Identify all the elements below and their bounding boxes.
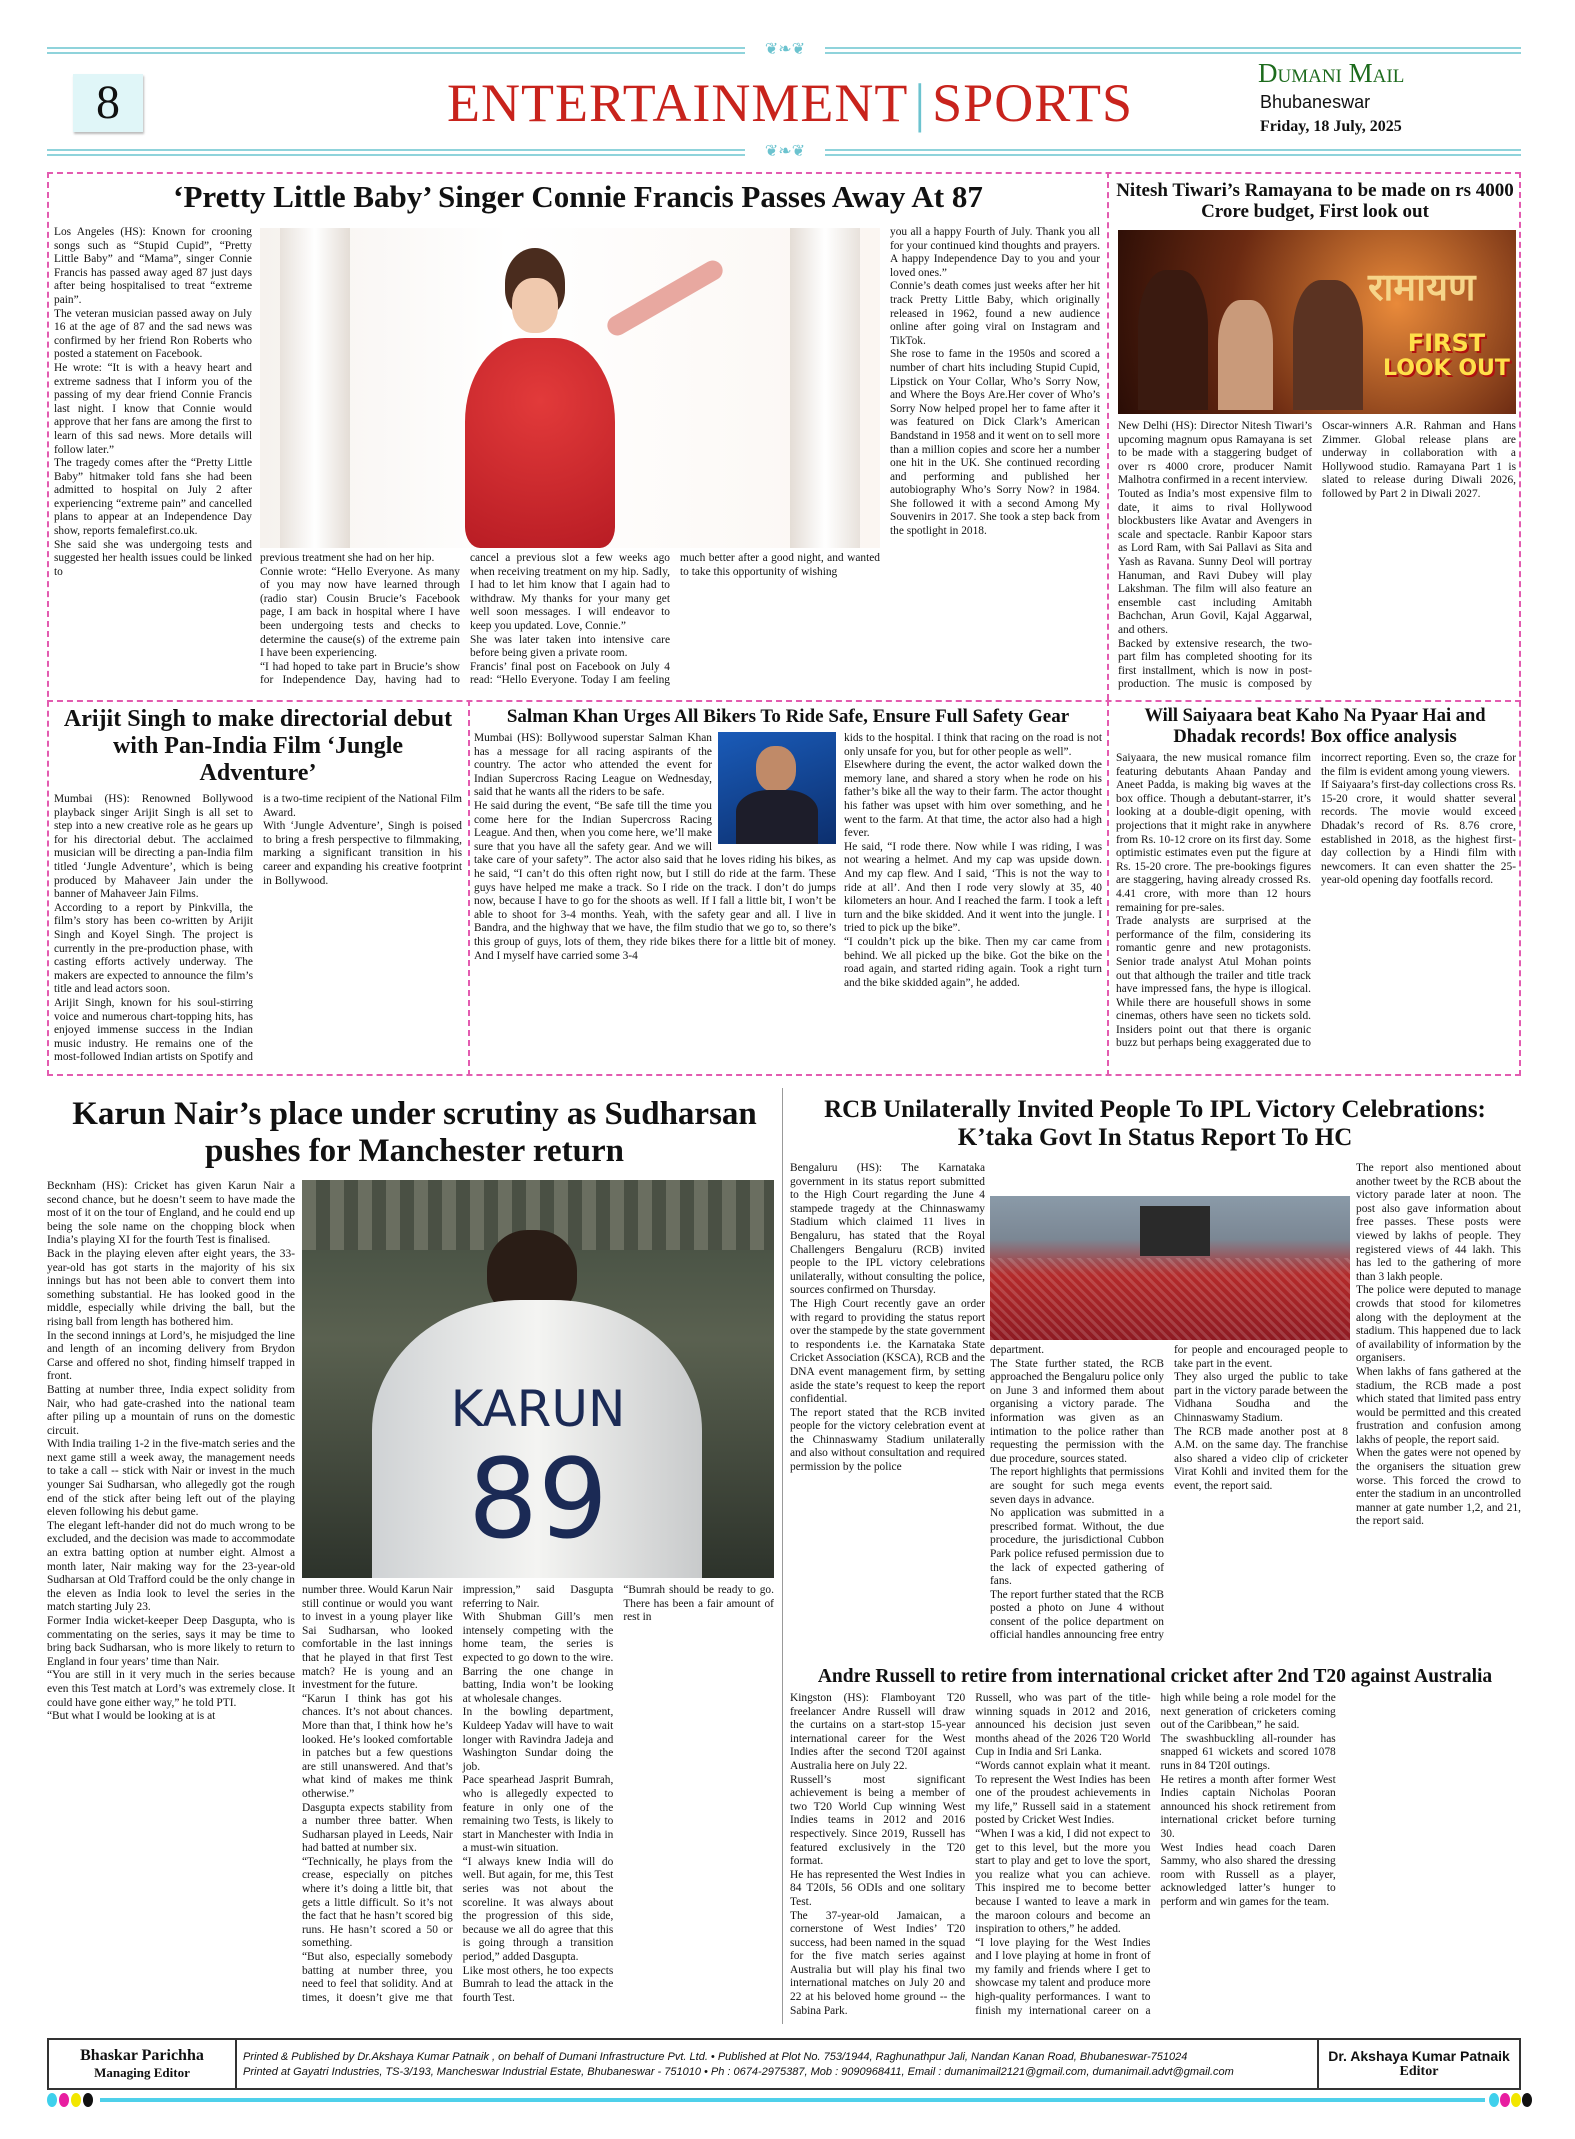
paragraph: Backed by extensive research, the two-part film has completed shooting for its first installment, which is now in post-production. The music is composed by Oscar-winners A.R. Rahman and Hans Zimmer. Global release plans are underway in collaboration with a Hollywood studio. Ramayana Part 1 is slated to release during Diwali 2026, followed by Part 2 in Diwali 2027.	[1118, 420, 1516, 691]
paragraph: Like most others, he too expects Bumrah to lead the attack in the fourth Test.	[462, 1964, 614, 2004]
headline-connie-francis: ‘Pretty Little Baby’ Singer Connie Francis Passes Away At 87	[173, 179, 983, 214]
paragraph: West Indies head coach Daren Sammy, who also shared the dressing room with Russell as a player, acknowledged latter’s hunger to perform and win games for the team.	[1160, 1841, 1336, 1908]
paragraph: When the gates were not opened by the organisers the situation grew worse. This forced the crowd to enter the stadium in an uncontrolled manner at gate number 1,2, and 21, the report said.	[1356, 1447, 1521, 1528]
article-body-connie-col5	[890, 226, 1100, 698]
divider	[1107, 700, 1109, 1076]
registration-line	[100, 2098, 1485, 2102]
rcb-stadium-photo	[990, 1196, 1350, 1340]
section-sports: SPORTS	[932, 73, 1134, 133]
paragraph: The tragedy comes after the “Pretty Little Baby” hitmaker told fans she had been admitted to hospital on July 2 after experiencing “extreme pain” and cancelled plans to appear at an Independence Day show, reports femalefirst.co.uk.	[54, 457, 252, 538]
article-body-rcb-col4	[1356, 1162, 1521, 1662]
edition-city: Bhubaneswar	[1260, 92, 1371, 112]
paragraph: Connie’s death comes just weeks after her hit track Pretty Little Baby, which originally released in 1962, found a new audience online after going viral on Instagram and TikTok.	[890, 280, 1100, 347]
editor-name: Dr. Akshaya Kumar Patnaik	[1328, 2048, 1510, 2064]
paragraph: Bengaluru (HS): The Karnataka government in its status report submitted to the High Court regarding the June 4 stampede tragedy at the Chinnaswamy Stadium which claimed 11 lives in Bengaluru, has stated that the Royal Challengers Bengaluru (RCB) invited people to the IPL victory celebrations unilaterally, without consulting the police, sources confirmed on Thursday.	[790, 1162, 985, 1297]
ornament-icon: ❦❧❦	[745, 143, 825, 161]
paragraph: In the second innings at Lord’s, he misjudged the line and length of an incoming delivery from Brydon Carse and offered no shot, finding himself trapped in front.	[47, 1329, 295, 1383]
paragraph: They also urged the public to take part in the victory parade between the Vidhana Soudha and the Chinnaswamy Stadium.	[1174, 1371, 1348, 1424]
imprint-line-1: Printed & Published by Dr.Akshaya Kumar Patnaik , on behalf of Dumani Infrastructure Pvt. Ltd. • Published at Plot No. 753/1944, Raghunathpur Jali, Nandan Kanan Road, Bhubaneswar-751024	[243, 2050, 1188, 2063]
paragraph: She rose to fame in the 1950s and scored a number of chart hits including Stupid Cupid, Lipstick on Your Collar, Who’s Sorry Now, and Where the Boys Are.Her cover of Who’s Sorry Now helped propel her to fame after it was featured on Dick Clark’s American Bandstand in 1958 and it went on to sell more than a million copies and score her a number one hit in the UK. She continued recording and performing and published her autobiography Who’s Sorry Now? in 1984. She followed it with a second Among My Souvenirs in 2017. She took a step back from the spotlight in 2018.	[890, 348, 1100, 538]
headline-karun-nair: Karun Nair’s place under scrutiny as Sudharsan pushes for Manchester return	[72, 1096, 757, 1169]
ramayana-poster	[1118, 230, 1516, 414]
paragraph: “I always knew India will do well. But again, for me, this Test series was not about the scoreline. It was always about the progression of this side, because we all do agree that this is going through a transition period,” added Dasgupta.	[462, 1855, 614, 1964]
divider	[1107, 172, 1109, 700]
section-separator: |	[914, 73, 927, 133]
headline-arijit-singh: Arijit Singh to make directorial debut with Pan-India Film ‘Jungle Adventure’	[63, 706, 453, 786]
paragraph: She was later taken into intensive care before being given a private room.	[470, 633, 670, 660]
managing-editor-name: Bhaskar Parichha	[80, 2047, 204, 2064]
jersey-name: KARUN	[450, 1380, 626, 1438]
article-body-salman-col1	[474, 732, 836, 1070]
paragraph: The report stated that the RCB invited people for the victory celebration event at the Chinnaswamy Stadium unilaterally and also without consultation and required permission by the police	[790, 1406, 985, 1474]
paragraph: Touted as India’s most expensive film to date, it aims to rival Hollywood blockbusters like Avatar and Avengers in scale and spectacle. Ranbir Kapoor stars as Lord Ram, with Sai Pallavi as Sita and Yash as Ravana. Sunny Deol will portray Hanuman, and Ravi Dubey will play Lakshman. The film will also feature an ensemble cast including Amitabh Bachchan, Arun Govil, Kajal Aggarwal, and others.	[1118, 487, 1312, 636]
paragraph: Mumbai (HS): Bollywood superstar Salman Khan has a message for all racing aspirants of the country. The actor who attended the event for Indian Supercross Racing League on Wednesday, said that he wants all the riders to be safe.	[474, 732, 712, 799]
paragraph: The report also mentioned about another tweet by the RCB about the victory parade later at noon. The post also gave information about free passes. These posts were viewed by lakhs of people. They registered views of 44 lakh. This has led to the gathering of more than 3 lakh people.	[1356, 1162, 1521, 1283]
paragraph: The RCB made another post at 8 A.M. on the same day. The franchise also shared a video clip of cricketer Virat Kohli and invited them for the event, the report said.	[1174, 1425, 1348, 1492]
paragraph: “Technically, he plays from the crease, especially on pitches where it’s doing a little bit, that gets a little difficult. So it’s not the fact that he hasn’t scored big runs. He hasn’t scored a 50 or something.	[302, 1855, 453, 1950]
headline-saiyaara: Will Saiyaara beat Kaho Na Pyaar Hai and Dhadak records! Box office analysis	[1144, 706, 1486, 747]
article-body-salman-col2	[844, 732, 1102, 1070]
paragraph: “I couldn’t pick up the bike. Then my car came from behind. We all picked up the bike. Got the bike on the road again, and started riding again. Took a right turn and the bike skidded again”, he added.	[844, 935, 1102, 989]
paragraph: Saiyaara, the new musical romance film featuring debutants Ahaan Panday and Aneet Padda, is making big waves at the box office. Though a debutant-starrer, it’s looking at a double-digit opening, with projections that it might rake in anywhere from Rs. 10-12 crore on its first day. Some optimistic estimates even put the figure at Rs. 15-20 crore. The pre-bookings figures are staggering, having already crossed Rs. 4.41 crore, with more than 12 hours remaining for pre-sales.	[1116, 752, 1311, 914]
registration-dot-icon	[1489, 2093, 1499, 2107]
paragraph: Former India wicket-keeper Deep Dasgupta, who is commentating on the series, says it may be time to bring back Sudharsan, who is more likely to return to England in four years’ time than Nair.	[47, 1615, 295, 1668]
imprint-lines	[237, 2040, 1319, 2088]
paragraph: With Shubman Gill’s men intensely competing with the home team, the series is expected to go down to the wire. Barring the one change in batting, India won’t be looking at wholesale changes.	[462, 1611, 614, 1705]
paragraph: “Bumrah should be ready to go. There has been a fair amount of rest in	[623, 1584, 774, 1624]
jersey-number: 89	[468, 1435, 608, 1563]
paragraph: The report further stated that the RCB posted a photo on June 4 without consent of the police department on official handles announcing free entry for people and encouraged people to take part in the event.	[990, 1344, 1348, 1642]
divider	[782, 1088, 783, 2024]
paragraph: The veteran musician passed away on July 16 at the age of 87 and the sad news was confirmed by her friend Ron Roberts who posted a statement on Facebook.	[54, 307, 252, 361]
paragraph: “But also, especially somebody batting at number three, you need to feel that solidity. And at times, it doesn’t give me that impression,” said Dasgupta referring to Nair.	[302, 1584, 614, 2004]
page-number: 8	[73, 74, 143, 132]
paragraph: previous treatment she had on her hip.	[260, 552, 435, 564]
edition-date: Friday, 18 July, 2025	[1260, 118, 1402, 135]
paragraph: The 37-year-old Jamaican, a cornerstone of West Indies’ T20 success, had been named in the squad for the five match series against Australia but will play his final two international matches on July 20 and 22 at his beloved home ground -- the Sabina Park.	[790, 1909, 966, 2017]
newspaper-brand: Dumani Mail	[1258, 58, 1405, 88]
paragraph: According to a report by Pinkvilla, the film’s story has been co-written by Arijit Singh and Koyel Singh. The project is currently in the pre-production phase, with casting efforts actively underway. The makers are expected to announce the film’s title and lead actors soon.	[54, 901, 253, 996]
paragraph: He wrote: “It is with a heavy heart and extreme sadness that I inform you of the passing of my dear friend Connie Francis last night. I know that Connie would approve that her fans are among the first to learn of this sad news. More details will follow later.”	[54, 361, 252, 456]
paragraph: “You are still in it very much in the series because even this Test match at Lord’s was extremely close. It could have gone either way,” he told PTI.	[47, 1669, 295, 1709]
paragraph: The swashbuckling all-rounder has snapped 61 wickets and scored 1078 runs in 84 T20I outings.	[1160, 1732, 1336, 1772]
article-body-rcb-mid	[990, 1344, 1348, 1662]
paragraph: The elegant left-hander did not do much wrong to be excluded, and the decision was made to accommodate an extra batting option at number eight. Almost a month later, Nair making way for the 23-year-old Sudharsan at Old Trafford could be the only change in the eleven as India look to level the series in the match starting July 23.	[47, 1519, 295, 1614]
paragraph: Elsewhere during the event, the actor walked down the memory lane, and shared a story when he rode on his father’s bike all the way to their farm. The actor thought his father was upset with him over something, and he went to the farm. At that time, the actor also had a high fever.	[844, 759, 1102, 840]
paragraph: “Words cannot explain what it meant. To represent the West Indies has been one of the proudest achievements in my life,” Russell said in a statement posted by Cricket West Indies.	[975, 1759, 1151, 1827]
paragraph: Arijit Singh, known for his soul-stirring voice and numerous chart-topping hits, has enjoyed immense success in the Indian music industry. He remains one of the most-followed Indian artists on Spotify and is a two-time recipient of the National Film Award.	[54, 793, 462, 1064]
article-body-connie-col1	[54, 226, 252, 698]
paragraph: Francis’ final post on Facebook on July 4 read: “Hello Everyone. Today I am feeling much better after a good night, and wanted to take this opportunity of wishing	[470, 552, 880, 687]
registration-dot-icon	[71, 2093, 81, 2107]
paragraph: “I love playing for the West Indies and I love playing at home in front of my family and friends where I get to showcase my talent and produce more high-quality performances. I want to finish my international career on a high while being a role model for the next generation of cricketers coming out of the Caribbean,” he said.	[975, 1692, 1336, 2017]
salman-khan-photo	[718, 732, 836, 844]
paragraph: Trade analysts are surprised at the performance of the film, considering its romantic genre and new protagonists. Senior trade analyst Atul Mohan points out that although the trailer and title track have impressed fans, the hype is illogical. While there are housefull shows in some cinemas, others have seen no tickets sold. Insiders point out that there is organic buzz but perhaps being exaggerated due to incorrect reporting. Even so, the craze for the film is evident among young viewers.	[1116, 752, 1516, 1050]
paragraph: “But what I would be looking at is at	[47, 1710, 216, 1723]
paragraph: Dasgupta expects stability from a number three batter. When Sudharsan played in Leeds, Nair had batted at number six.	[302, 1801, 453, 1855]
paragraph: The police were deputed to manage crowds that stood for kilometres along with the deployment at the stadium. This happened due to lack of availability of information by the organisers.	[1356, 1284, 1521, 1365]
paragraph: New Delhi (HS): Director Nitesh Tiwari’s upcoming magnum opus Ramayana is set to be made with a staggering budget of over rs 4000 crore, producer Namit Malhotra confirmed in a recent interview.	[1118, 420, 1312, 487]
article-body-russell	[790, 1692, 1521, 2025]
paragraph: Russell’s most significant achievement is being a member of two T20 World Cup winning West Indies teams in 2012 and 2016 respectively. Since 2019, Russell has featured exclusively in the T20 format.	[790, 1773, 966, 1868]
section-masthead	[380, 72, 1200, 134]
paragraph: He said, “I rode there. Now while I was riding, I was not wearing a helmet. And my cap was upside down. And my cap flew. And I said, ‘This is not the way to ride at all’. And then I rode very slowly at 35, 40 kilometers an hour. And I reached the farm. I took a left turn and the bike skidded. And it went into the jungle. I tried to pick up the bike”.	[844, 840, 1102, 935]
divider	[468, 700, 470, 1076]
managing-editor	[49, 2040, 237, 2088]
registration-dot-icon	[1511, 2093, 1521, 2107]
paragraph: kids to the hospital. I think that racing on the road is not only unsafe for you, but for other people as well”.	[844, 732, 1102, 758]
article-body-connie-mid	[260, 552, 880, 698]
paragraph: “Karun I think has got his chances. It’s not about chances. More than that, I think how he’s looked. He’s looked comfortable in patches but a few questions are still unanswered. And that’s what kind of makes me think otherwise.”	[302, 1692, 453, 1800]
paragraph: If Saiyaara’s first-day collections cross Rs. 15-20 crore, it would shatter several records. The movie would exceed Dhadak’s record of Rs. 8.76 crore, established in 2018, as the highest first-day collection by a Hindi film with newcomers. It can even shatter the 25-year-old opening day footfalls record.	[1321, 779, 1516, 887]
paragraph: He has represented the West Indies in 84 T20Is, 56 ODIs and one solitary Test.	[790, 1868, 966, 1908]
paragraph: number three. Would Karun Nair still continue or would you want to invest in a young player like Sai Sudharsan, who looked comfortable in the last innings that he played in that first Test match? He is young and an investment for the future.	[302, 1584, 453, 1692]
poster-badge-look-out: LOOK OUT	[1383, 356, 1510, 381]
article-body-saiyaara	[1116, 752, 1516, 1070]
headline-salman-khan: Salman Khan Urges All Bikers To Ride Safe, Ensure Full Safety Gear	[506, 706, 1070, 727]
paragraph: “When I was a kid, I did not expect to get to this level, but the more you start to play and get to love the sport, you realize what you can achieve. This inspired me to become better because I wanted to leave a mark in the maroon colours and become an inspiration to others,” he added.	[975, 1827, 1151, 1936]
registration-dot-icon	[59, 2093, 69, 2107]
article-body-arijit	[54, 793, 462, 1071]
poster-badge-first: FIRST	[1407, 329, 1486, 357]
headline-andre-russell: Andre Russell to retire from international cricket after 2nd T20 against Australia	[817, 1666, 1493, 1687]
article-body-karun-mid	[302, 1584, 774, 2025]
connie-francis-photo	[260, 228, 880, 548]
paragraph: you all a happy Fourth of July. Thank you all for your continued kind thoughts and prayers. A happy Independence Day to you and your loved ones.”	[890, 226, 1100, 279]
paragraph: department.	[990, 1344, 1045, 1356]
paragraph: No application was submitted in a prescribed format. Without, the due procedure, the jurisdictional Cubbon Park police refused permission due to the lack of expected gathering of fans.	[990, 1507, 1164, 1588]
paragraph: Batting at number three, India expect solidity from Nair, who had gate-crashed into the national team after piling up a mountain of runs on the domestic circuit.	[47, 1383, 295, 1437]
editor-role: Editor	[1399, 2064, 1439, 2079]
paragraph: With India trailing 1-2 in the five-match series and the next game still a week away, the management needs to take a call -- stick with Nair or invest in the much younger Sai Sudharsan, who allegedly got the rough end of the stick after being left out of the playing eleven following his debut game.	[47, 1438, 295, 1519]
paragraph: He said during the event, “Be safe till the time you come here for the Indian Supercross Racing League. And then, when you come here, we’ll make sure that you have all the safety gear. And we will take care of your safety”. The actor also said that he loves riding his bikes, as he said, “I can’t do this often right now, but I still do ride at the farm. These guys have helped me make a track. So I ride on the track. I don’t do jumps now, because I have to go for the shoots as well. If I fall a little bit, I won’t be able to shoot for 3-4 months. Yeah, with the safety gear and all. I live in Bandra, and the highway that we have, the film studio that we go to, so there’s this group of guys, lots of them, they ride bikes there for a little bit of money. And I myself have carried some 3-4	[474, 799, 836, 962]
paragraph: When lakhs of fans gathered at the stadium, the RCB made a post which stated that limited pass entry would be permitted and this created frustration and confusion among lakhs of people, the report said.	[1356, 1365, 1521, 1446]
managing-editor-role: Managing Editor	[94, 2065, 190, 2080]
registration-dot-icon	[83, 2093, 93, 2107]
paragraph: Los Angeles (HS): Known for crooning songs such as “Stupid Cupid”, “Pretty Little Baby” and “Mama”, singer Connie Francis has passed away aged 87 just days after being hospitalised to treat “extreme pain”.	[54, 226, 252, 306]
registration-dot-icon	[47, 2093, 57, 2107]
registration-dot-icon	[1522, 2093, 1532, 2107]
paragraph: “I had hoped to take part in Brucie’s show for Independence Day, having had to cancel a previous slot a few weeks ago when receiving treatment on my hip. Sadly, I had to let him know that I again had to withdraw. My thanks for your many get well soon messages. I will endeavor to keep you updated. Love, Connie.”	[260, 552, 670, 687]
section-entertainment: ENTERTAINMENT	[446, 73, 909, 133]
paragraph: Kingston (HS): Flamboyant T20 freelancer Andre Russell will draw the curtains on a start-stop 15-year international career for the West Indies after the second T20I against Australia here on July 22.	[790, 1692, 966, 1772]
paragraph: She said she was undergoing tests and suggested her health issues could be linked to	[54, 538, 252, 578]
article-body-karun-col1	[47, 1180, 295, 2025]
imprint-footer	[47, 2038, 1521, 2090]
headline-ramayana: Nitesh Tiwari’s Ramayana to be made on rs 4000 Crore budget, First look out	[1116, 180, 1514, 223]
karun-nair-photo	[302, 1180, 774, 1578]
ornament-icon: ❦❧❦	[745, 41, 825, 59]
paragraph: Mumbai (HS): Renowned Bollywood playback singer Arijit Singh is all set to step into a new creative role as he gears up for his directorial debut. The acclaimed musician will be directing a pan-India film titled ‘Jungle Adventure’, which is being produced by Mahaveer Jain under the banner of Mahaveer Jain Films.	[54, 793, 253, 901]
paragraph: With ‘Jungle Adventure’, Singh is poised to bring a fresh perspective to filmmaking, marking a significant transition in his career and expanding his creative footprint in Bollywood.	[263, 820, 462, 887]
paragraph: He retires a month after former West Indies captain Nicholas Pooran announced his shock retirement from international cricket before turning 30.	[1160, 1773, 1336, 1840]
paragraph: The State further stated, the RCB approached the Bengaluru police only on June 3 and informed them about organising a victory parade. The information was given as an intimation to the police rather than requesting the permission with the due procedure, sources stated.	[990, 1357, 1164, 1465]
article-body-ramayana	[1118, 420, 1516, 698]
paragraph: Connie wrote: “Hello Everyone. As many of you may now have learned through (radio star) Cousin Brucie’s Facebook page, I am back in hospital where I have been undergoing tests and checks to determine the cause(s) of the extreme pain I have been experiencing.	[260, 565, 460, 660]
article-body-rcb-col1	[790, 1162, 985, 1662]
editor	[1319, 2040, 1519, 2088]
divider	[47, 700, 1521, 702]
paragraph: Pace spearhead Jasprit Bumrah, who is allegedly expected to feature in only one of the remaining two Tests, is likely to start in Manchester with India in a must-win situation.	[462, 1774, 614, 1855]
paragraph: Back in the playing eleven after eight years, the 33-year-old has got starts in the majority of his six innings but has not been able to convert them into something substantial. He has looked good in the middle, especially while driving the ball, but the rising ball from length has bothered him.	[47, 1247, 295, 1328]
headline-rcb: RCB Unilaterally Invited People To IPL Victory Celebrations: K’taka Govt In Status Report To HC	[824, 1096, 1486, 1151]
poster-title: रामायण	[1368, 265, 1476, 309]
paragraph: Becknham (HS): Cricket has given Karun Nair a second chance, but he doesn’t seem to have made the most of it on the tour of England, and he could end up being the sole name on the chopping block when India’s playing XI for the fourth Test is finalised.	[47, 1180, 295, 1247]
paragraph: Russell, who was part of the title-winning squads in 2012 and 2016, announced his decision just seven months ahead of the 2026 T20 World Cup in India and Sri Lanka.	[975, 1692, 1151, 1759]
paragraph: The report highlights that permissions are sought for such mega events seven days in advance.	[990, 1466, 1164, 1506]
imprint-line-2: Printed at Gayatri Industries, TS-3/193, Mancheswar Industrial Estate, Bhubaneswar - 751010 • Ph : 0674-2975387, Mob : 9090968411, Email : dumanimail2121@gmail.com, dumanimail.advt@gmail.com	[243, 2065, 1234, 2078]
paragraph: In the bowling department, Kuldeep Yadav will have to wait longer with Ravindra Jadeja and Washington Sundar doing the job.	[462, 1706, 614, 1773]
registration-dot-icon	[1500, 2093, 1510, 2107]
paragraph: The High Court recently gave an order with regard to providing the status report over the stampede by the state government to respondents i.e. the Karnataka State Cricket Association (KSCA), RCB and the DNA event management firm, by setting aside the state’s request to keep the report confidential.	[790, 1297, 985, 1406]
